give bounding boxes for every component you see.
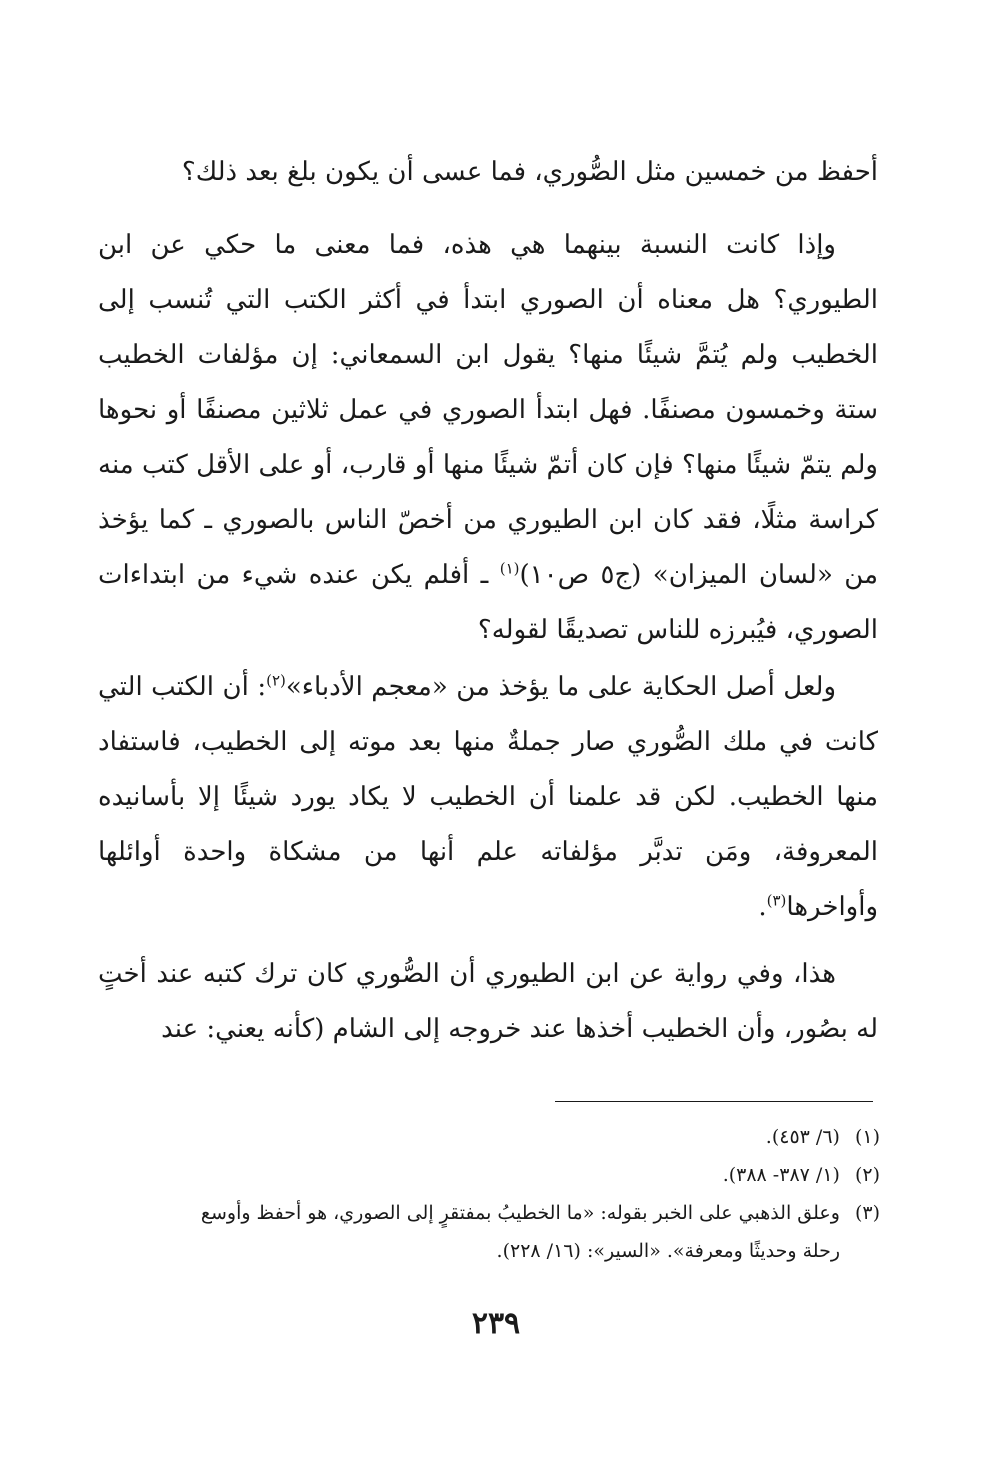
paragraph-4-text: هذا، وفي رواية عن ابن الطيوري أن الصُّوري كان ترك كتبه عند أختٍ له بصُور، وأن الخطيب أخذها عند خروجه إلى الشام (كأنه يعني: عند xyxy=(98,959,878,1044)
paragraph-3-part-c: . xyxy=(758,892,767,922)
paragraph-1-text: أحفظ من خمسين مثل الصُّوري، فما عسى أن يكون بلغ بعد ذلك؟ xyxy=(181,157,878,187)
page-number: ٢٣٩ xyxy=(471,1306,521,1341)
paragraph-1 xyxy=(98,145,878,200)
paragraph-4 xyxy=(98,947,878,1057)
paragraph-3-text xyxy=(98,660,878,935)
paragraph-2-part-b: ـ أفلم يكن عنده شيء من ابتداءات الصوري، فيُبرزه للناس تصديقًا لقوله؟ xyxy=(98,560,878,645)
paragraph-2-part-a: وإذا كانت النسبة بينهما هي هذه، فما معنى ما حكي عن ابن الطيوري؟ هل معناه أن الصوري ابتدأ في أكثر الكتب التي تُنسب إلى الخطيب ولم يُتمَّ شيئًا منها؟ يقول ابن السمعاني: إن مؤلفات الخطيب ستة وخمسون مصنفًا. فهل ابتدأ الصوري في عمل ثلاثين مصنفًا أو نحوها ولم يتمّ شيئًا منها؟ فإن كان أتمّ شيئًا منها أو قارب، أو على الأقل كتب منه كراسة مثلًا، فقد كان ابن الطيوري من أخصّ الناس بالصوري ـ كما يؤخذ من «لسان الميزان» (ج٥ ص١٠) xyxy=(98,230,879,590)
footnote-2 xyxy=(90,1156,880,1194)
footnote-3-continuation: رحلة وحديثًا ومعرفة». «السير»: (١٦/ ٢٢٨). xyxy=(496,1240,840,1262)
footnote-3-text: وعلق الذهبي على الخبر بقوله: «ما الخطيبُ بمفتقرٍ إلى الصوري، هو أحفظ وأوسع xyxy=(200,1202,840,1224)
paragraph-3-part-b: : أن الكتب التي كانت في ملك الصُّوري صار جملةٌ منها بعد موته إلى الخطيب، فاستفاد منها الخطيب. لكن قد علمنا أن الخطيب لا يكاد يورد شيئًا إلا بأسانيده المعروفة، ومَن تدبَّر مؤلفاته علم أنها من مشكاة واحدة أوائلها وأواخرها xyxy=(98,672,878,922)
footnote-divider xyxy=(555,1101,873,1102)
footnote-2-text: (١/ ٣٨٧- ٣٨٨). xyxy=(722,1164,840,1186)
paragraph-2 xyxy=(98,218,878,658)
footnote-ref-3: (٣) xyxy=(766,891,787,910)
footnote-1 xyxy=(90,1118,880,1156)
footnote-2-number: (٢) xyxy=(854,1164,880,1186)
footnote-1-number: (١) xyxy=(854,1126,880,1148)
footnote-1-text: (٦/ ٤٥٣). xyxy=(765,1126,840,1148)
footnote-3 xyxy=(90,1194,880,1232)
paragraph-3 xyxy=(98,660,878,935)
footnote-3-number: (٣) xyxy=(854,1202,880,1224)
paragraph-3-part-a: ولعل أصل الحكاية على ما يؤخذ من «معجم الأدباء» xyxy=(285,672,836,702)
footnote-ref-2: (٢) xyxy=(266,671,286,690)
paragraph-2-text xyxy=(98,218,878,658)
footnotes xyxy=(90,1118,880,1270)
footnote-ref-1: (١) xyxy=(499,559,520,578)
